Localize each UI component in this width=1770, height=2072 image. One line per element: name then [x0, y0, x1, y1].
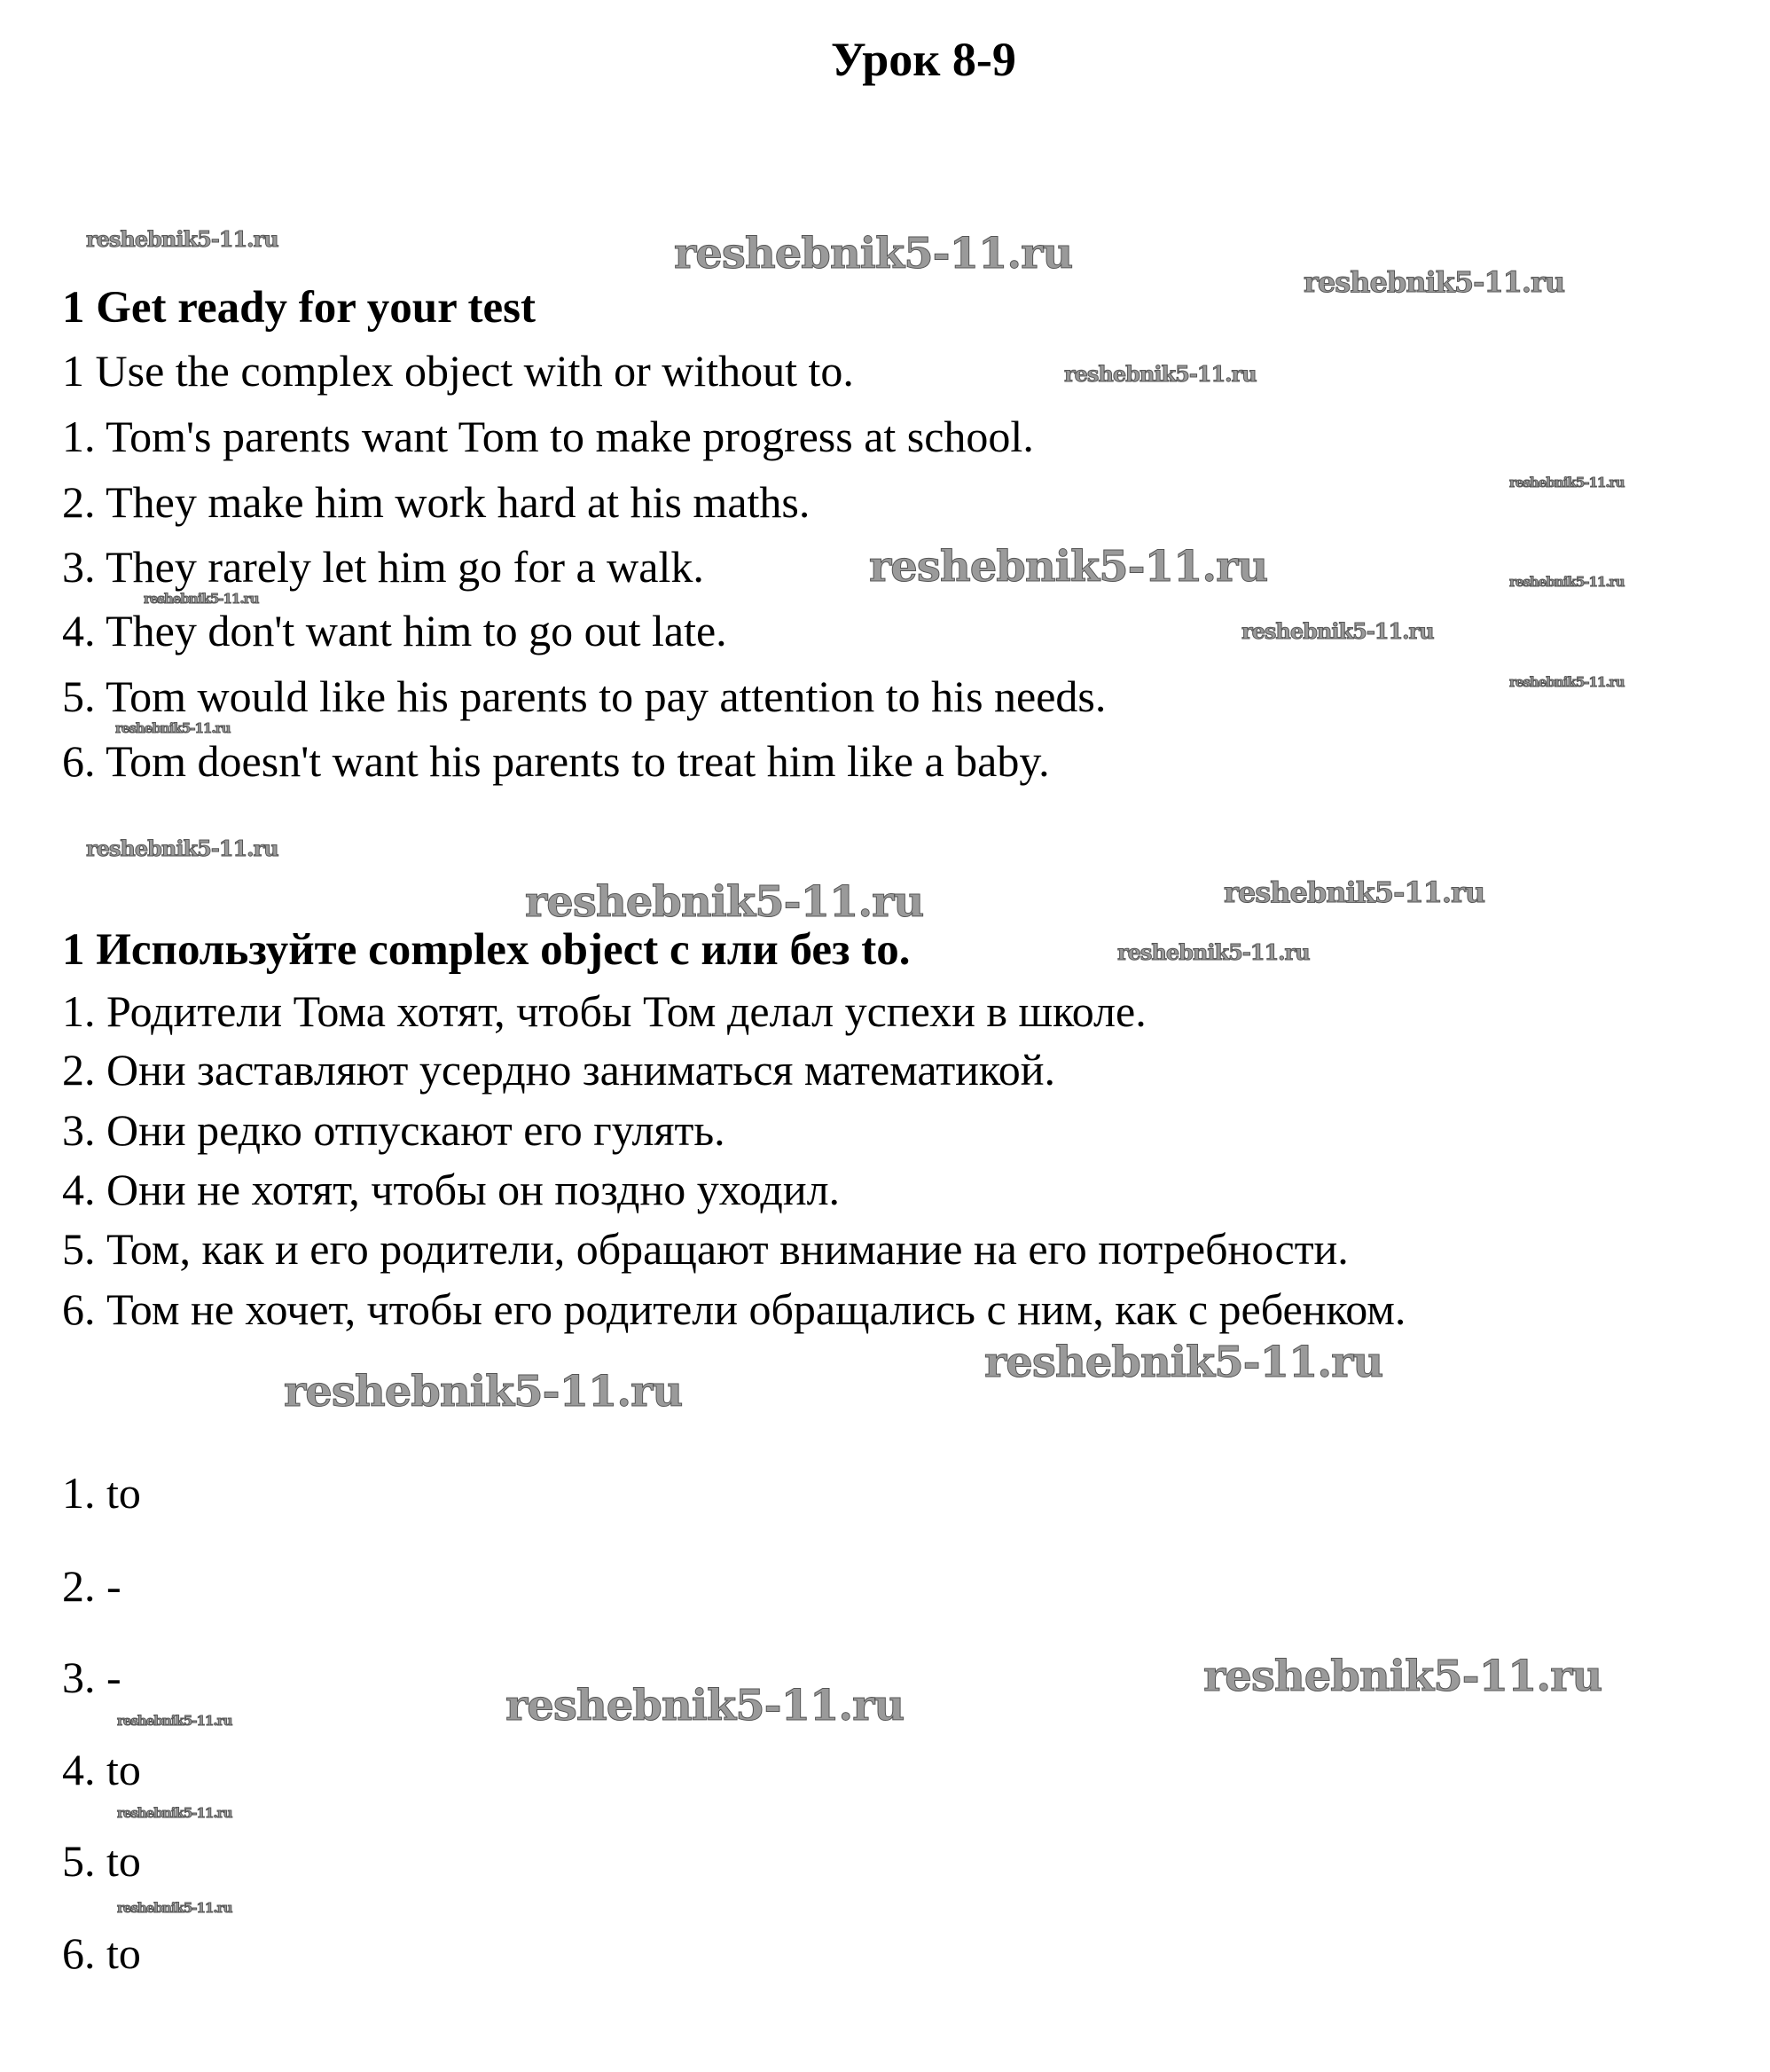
answer-item: 5. to [62, 1836, 141, 1886]
page-title: Урок 8-9 [831, 33, 1016, 86]
watermark: reshebnik5-11.ru [117, 1805, 232, 1821]
section-heading: 1 Используйте complex object с или без to. [62, 925, 911, 975]
watermark: reshebnik5-11.ru [525, 877, 924, 927]
exercise-item: 6. Tom doesn't want his parents to treat him like a baby. [62, 736, 1050, 786]
watermark: reshebnik5-11.ru [1224, 875, 1485, 909]
watermark: reshebnik5-11.ru [284, 1367, 683, 1417]
watermark: reshebnik5-11.ru [117, 1900, 232, 1916]
translation-item: 2. Они заставляют усердно заниматься математикой. [62, 1045, 1055, 1095]
watermark: reshebnik5-11.ru [869, 542, 1268, 592]
exercise-item: 4. They don't want him to go out late. [62, 606, 727, 655]
watermark: reshebnik5-11.ru [1203, 1652, 1602, 1701]
watermark: reshebnik5-11.ru [115, 720, 231, 736]
watermark: reshebnik5-11.ru [1509, 475, 1625, 491]
watermark: reshebnik5-11.ru [1509, 574, 1625, 590]
watermark: reshebnik5-11.ru [1304, 265, 1565, 299]
translation-item: 5. Том, как и его родители, обращают внимание на его потребности. [62, 1224, 1349, 1274]
watermark: reshebnik5-11.ru [674, 229, 1073, 279]
watermark: reshebnik5-11.ru [1117, 939, 1310, 965]
section-heading: 1 Get ready for your test [62, 283, 536, 333]
watermark: reshebnik5-11.ru [117, 1713, 232, 1729]
watermark: reshebnik5-11.ru [984, 1338, 1383, 1387]
answer-item: 3. - [62, 1652, 121, 1702]
watermark: reshebnik5-11.ru [505, 1681, 905, 1731]
translation-item: 1. Родители Тома хотят, чтобы Том делал успехи в школе. [62, 986, 1147, 1036]
exercise-item: 3. They rarely let him go for a walk. [62, 542, 704, 592]
translation-item: 4. Они не хотят, чтобы он поздно уходил. [62, 1165, 841, 1214]
answer-item: 2. - [62, 1561, 121, 1611]
watermark: reshebnik5-11.ru [86, 226, 278, 252]
translation-item: 3. Они редко отпускают его гулять. [62, 1105, 725, 1155]
exercise-item: 1. Tom's parents want Tom to make progress at school. [62, 412, 1034, 461]
answer-item: 1. to [62, 1468, 141, 1518]
watermark: reshebnik5-11.ru [1064, 361, 1257, 387]
watermark: reshebnik5-11.ru [86, 836, 278, 861]
instruction: 1 Use the complex object with or without to. [62, 346, 854, 396]
watermark: reshebnik5-11.ru [1509, 674, 1625, 690]
answer-item: 4. to [62, 1745, 141, 1794]
exercise-item: 2. They make him work hard at his maths. [62, 477, 811, 527]
answer-item: 6. to [62, 1928, 141, 1978]
exercise-item: 5. Tom would like his parents to pay attention to his needs. [62, 671, 1107, 721]
translation-item: 6. Том не хочет, чтобы его родители обращались с ним, как с ребенком. [62, 1284, 1406, 1334]
watermark: reshebnik5-11.ru [144, 591, 259, 607]
watermark: reshebnik5-11.ru [1241, 618, 1434, 644]
